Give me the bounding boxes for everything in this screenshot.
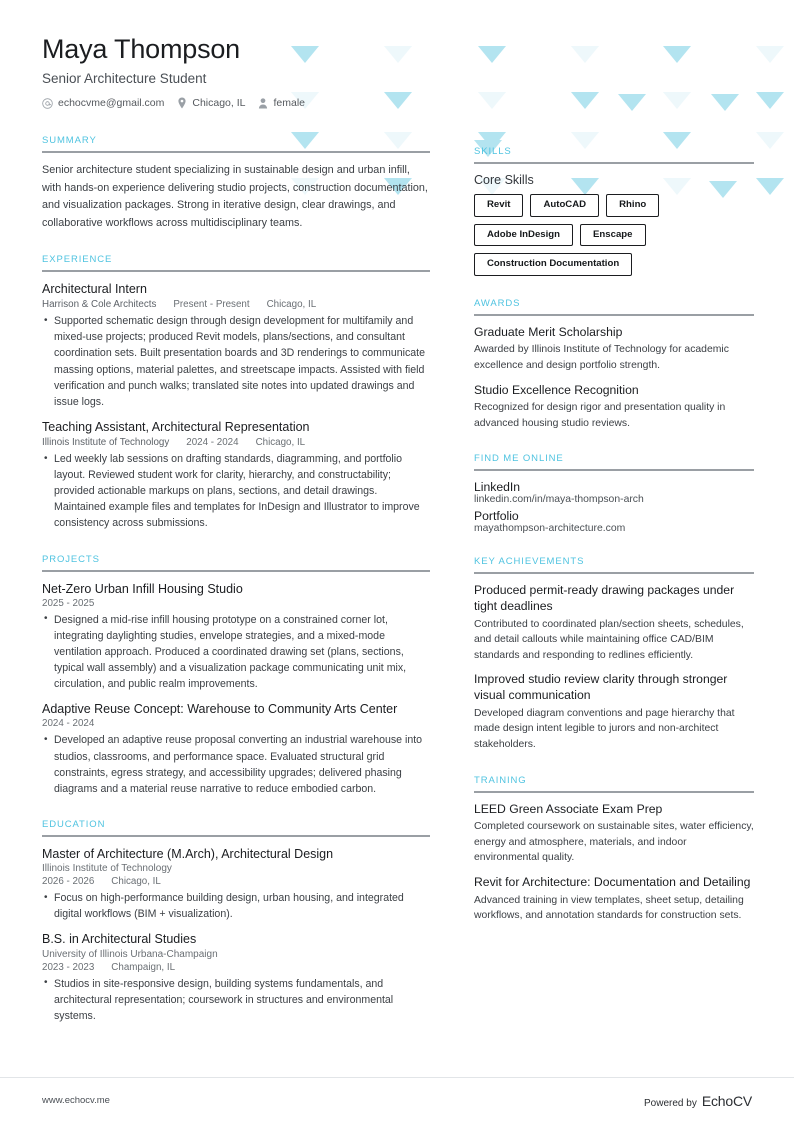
section-divider bbox=[474, 791, 754, 793]
project-bullets bbox=[42, 732, 430, 796]
skill-chip-list bbox=[474, 194, 754, 276]
section-divider bbox=[42, 835, 430, 837]
award-description: Awarded by Illinois Institute of Technology for academic excellence and design portfolio strength. bbox=[474, 344, 729, 371]
section-title-skills: SKILLS bbox=[474, 146, 512, 157]
online-profile-label: LinkedIn bbox=[474, 480, 521, 495]
experience-role: Architectural Intern bbox=[42, 281, 147, 296]
experience-entry bbox=[42, 281, 430, 410]
section-summary bbox=[42, 135, 430, 232]
project-bullets bbox=[42, 612, 430, 692]
section-title-education: EDUCATION bbox=[42, 818, 106, 830]
list-item: • Supported schematic design through design development for multifamily and mixed-use projects; produced Revit models, plans/sections, and consultant coordination sets. Built presentation boards and 3D renderings to communicate massing options, material palettes, and streetscape impacts. Assisted with field verification and punch walks; translated site notes into updated drawings and issue logs. bbox=[42, 313, 430, 410]
section-divider bbox=[42, 570, 430, 572]
contact-email[interactable] bbox=[42, 97, 164, 109]
section-title-find-me-online: FIND ME ONLINE bbox=[474, 453, 564, 465]
section-find-me-online bbox=[474, 453, 754, 534]
section-title-experience: EXPERIENCE bbox=[42, 253, 113, 265]
footer-site-url[interactable]: www.echocv.me bbox=[42, 1095, 110, 1106]
experience-dates: Present - Present bbox=[173, 299, 250, 311]
footer-powered-by-label: Powered by bbox=[644, 1097, 697, 1109]
section-title-training: TRAINING bbox=[474, 774, 527, 786]
experience-bullets bbox=[42, 451, 430, 531]
project-entry bbox=[42, 701, 430, 797]
section-divider bbox=[42, 270, 430, 272]
experience-org: Harrison & Cole Architects bbox=[42, 299, 157, 311]
experience-meta bbox=[42, 299, 430, 310]
education-meta bbox=[42, 876, 430, 887]
education-entry bbox=[42, 931, 430, 1024]
experience-entry bbox=[42, 419, 430, 532]
section-divider bbox=[474, 162, 754, 164]
education-entry bbox=[42, 846, 430, 922]
page-footer bbox=[0, 1077, 794, 1123]
project-dates: 2024 - 2024 bbox=[42, 718, 95, 730]
online-profile-label: Portfolio bbox=[474, 509, 519, 524]
resume-header bbox=[42, 34, 430, 109]
skill-chip: Rhino bbox=[606, 194, 659, 217]
training-description: Advanced training in view templates, sheet setup, detailing workflows, and annotation standards for construction sets. bbox=[474, 894, 744, 922]
education-bullets bbox=[42, 976, 430, 1024]
project-name: Net-Zero Urban Infill Housing Studio bbox=[42, 581, 243, 596]
left-column bbox=[42, 34, 430, 1026]
achievement-entry bbox=[474, 672, 754, 752]
list-item: • Developed an adaptive reuse proposal converting an industrial warehouse into studios, classrooms, and performance space. Evaluated structural grid constraints, egress strategy, and accessibility upgrades; delivered phasing diagrams and a material reuse narrative to reduce embodied carbon. bbox=[42, 732, 430, 796]
section-title-key-achievements: KEY ACHIEVEMENTS bbox=[474, 556, 585, 568]
experience-location: Chicago, IL bbox=[266, 299, 317, 311]
award-entry bbox=[474, 383, 754, 432]
section-divider bbox=[474, 314, 754, 316]
contact-row bbox=[42, 97, 430, 109]
section-divider bbox=[474, 572, 754, 574]
section-title-summary: SUMMARY bbox=[42, 135, 97, 147]
education-meta bbox=[42, 962, 430, 973]
section-divider bbox=[42, 151, 430, 153]
section-title-projects: PROJECTS bbox=[42, 553, 100, 565]
footer-branding bbox=[644, 1093, 752, 1109]
skill-chip: Revit bbox=[474, 194, 523, 217]
online-profile-url[interactable]: mayathompson-architecture.com bbox=[474, 523, 626, 535]
contact-gender bbox=[258, 97, 305, 109]
experience-dates: 2024 - 2024 bbox=[186, 437, 239, 449]
training-entry bbox=[474, 875, 754, 924]
education-location: Chicago, IL bbox=[111, 876, 161, 888]
echocv-logo: EchoCV bbox=[701, 1092, 752, 1109]
section-divider bbox=[474, 469, 754, 471]
section-projects bbox=[42, 554, 430, 797]
training-entry bbox=[474, 802, 754, 866]
achievement-description: Contributed to coordinated plan/section sheets, schedules, and detail callouts while maintaining office CAD/BIM standards and responding to redlines efficiently. bbox=[474, 618, 744, 661]
list-item: • Studios in site-responsive design, building systems fundamentals, and architectural representation; coursework in structures and environmental systems. bbox=[42, 976, 430, 1024]
achievement-description: Developed diagram conventions and page hierarchy that made design intent legible to jurors and non-architect stakeholders. bbox=[474, 707, 735, 750]
contact-location bbox=[177, 97, 245, 109]
project-dates: 2025 - 2025 bbox=[42, 597, 95, 609]
training-name: Revit for Architecture: Documentation and Detailing bbox=[474, 874, 751, 889]
skill-chip: Enscape bbox=[580, 224, 645, 247]
section-key-achievements bbox=[474, 556, 754, 752]
experience-org: Illinois Institute of Technology bbox=[42, 437, 170, 449]
project-entry bbox=[42, 581, 430, 693]
award-entry bbox=[474, 325, 754, 374]
education-degree: B.S. in Architectural Studies bbox=[42, 932, 197, 947]
section-experience bbox=[42, 254, 430, 532]
section-training bbox=[474, 775, 754, 924]
achievement-entry bbox=[474, 583, 754, 663]
section-title-awards: AWARDS bbox=[474, 297, 521, 309]
skill-chip: Adobe InDesign bbox=[474, 224, 573, 247]
skill-chip: Construction Documentation bbox=[474, 253, 632, 276]
section-education bbox=[42, 819, 430, 1024]
experience-bullets bbox=[42, 313, 430, 410]
section-awards bbox=[474, 298, 754, 432]
education-school: Illinois Institute of Technology bbox=[42, 863, 172, 875]
project-name: Adaptive Reuse Concept: Warehouse to Community Arts Center bbox=[42, 702, 398, 717]
education-dates: 2023 - 2023 bbox=[42, 961, 95, 973]
education-location: Champaign, IL bbox=[111, 961, 176, 973]
list-item: • Designed a mid-rise infill housing prototype on a constrained corner lot, integrating daylighting studies, envelope strategies, and a mixed-mode ventilation approach. Produced a coordinated drawing set (plans, sections, typical wall assembly) and a visualization package communicating unit mix, circulation, and public realm improvements. bbox=[42, 612, 430, 692]
award-name: Graduate Merit Scholarship bbox=[474, 324, 623, 339]
summary-text: Senior architecture student specializing in sustainable design and urban infill, with hands-on experience delivering studio projects, construction documentation, and visualization packages. Strong in iterative design, clear drawings, and collaborative workflows across multidisciplinary teams. bbox=[42, 164, 428, 229]
person-icon bbox=[258, 98, 268, 109]
skill-chip: AutoCAD bbox=[530, 194, 599, 217]
award-name: Studio Excellence Recognition bbox=[474, 382, 639, 397]
award-description: Recognized for design rigor and presentation quality in advanced housing studio reviews. bbox=[474, 402, 726, 429]
education-bullets bbox=[42, 890, 430, 922]
contact-email-text: echocvme@gmail.com bbox=[58, 97, 165, 110]
experience-meta bbox=[42, 437, 430, 448]
training-name: LEED Green Associate Exam Prep bbox=[474, 801, 663, 816]
training-description: Completed coursework on sustainable sites, water efficiency, energy and atmosphere, materials, and indoor environmental quality. bbox=[474, 821, 754, 864]
contact-location-text: Chicago, IL bbox=[192, 97, 246, 110]
right-column bbox=[474, 34, 754, 1026]
email-icon bbox=[42, 98, 53, 109]
education-dates: 2026 - 2026 bbox=[42, 876, 95, 888]
education-degree: Master of Architecture (M.Arch), Architectural Design bbox=[42, 846, 334, 861]
headline: Senior Architecture Student bbox=[42, 71, 207, 87]
contact-gender-text: female bbox=[273, 97, 305, 110]
online-profile-url[interactable]: linkedin.com/in/maya-thompson-arch bbox=[474, 494, 644, 506]
experience-role: Teaching Assistant, Architectural Representation bbox=[42, 419, 310, 434]
skill-group-label: Core Skills bbox=[474, 173, 534, 187]
list-item: • Focus on high-performance building design, urban housing, and integrated digital workflows (BIM + visualization). bbox=[42, 890, 430, 922]
list-item: • Led weekly lab sessions on drafting standards, diagramming, and portfolio layout. Reviewed student work for clarity, hierarchy, and constructability; provided actionable markups on plans, sections, and detail drawings. Maintained example files and templates for InDesign and Illustrator to improve consistency across submissions. bbox=[42, 451, 430, 531]
achievement-name: Produced permit-ready drawing packages under tight deadlines bbox=[474, 583, 735, 614]
online-profile-entry bbox=[474, 509, 754, 534]
page-title: Maya Thompson bbox=[42, 34, 241, 64]
experience-location: Chicago, IL bbox=[255, 437, 306, 449]
education-school: University of Illinois Urbana-Champaign bbox=[42, 948, 218, 960]
achievement-name: Improved studio review clarity through stronger visual communication bbox=[474, 672, 728, 703]
location-pin-icon bbox=[177, 97, 187, 109]
section-skills bbox=[474, 146, 754, 276]
online-profile-entry bbox=[474, 480, 754, 505]
